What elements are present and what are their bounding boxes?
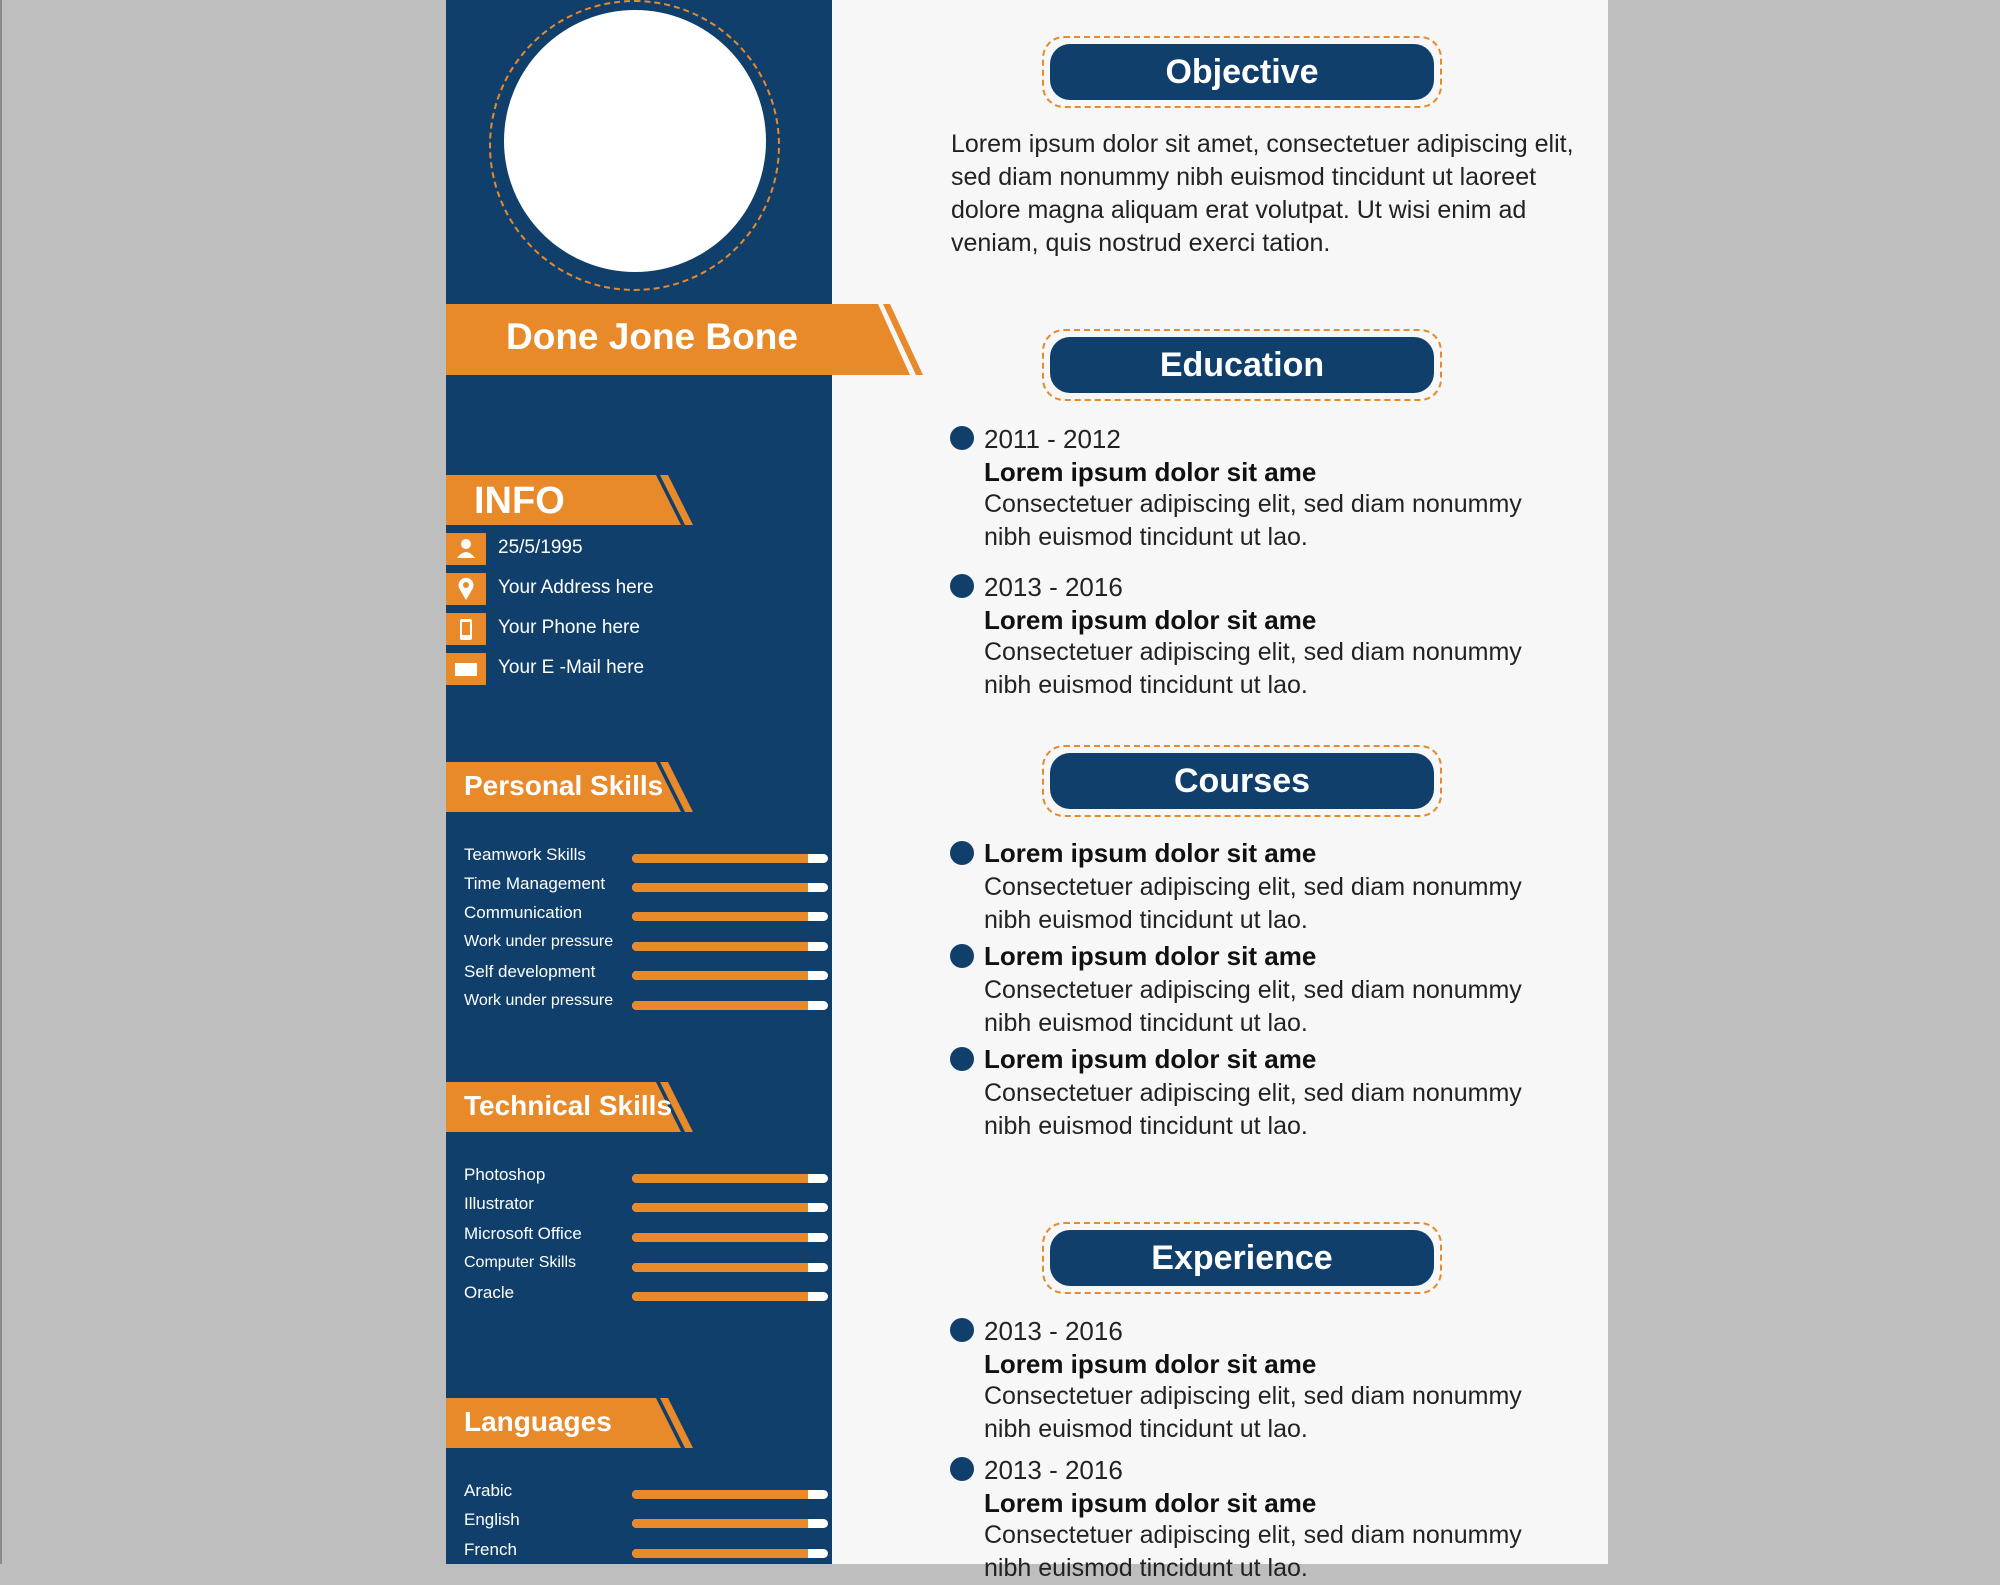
profile-photo-placeholder (504, 10, 766, 272)
languages-title: Languages (464, 1406, 612, 1437)
skill-row (464, 1510, 814, 1534)
skill-label: Communication (464, 903, 583, 922)
personal-skills-banner (446, 762, 696, 812)
skill-bar (632, 1001, 828, 1010)
course-title: Lorem ipsum dolor sit ame (984, 941, 1317, 971)
skill-row (464, 1540, 814, 1564)
skill-label: Arabic (464, 1481, 513, 1500)
location-pin-icon (446, 573, 486, 605)
education-desc: Consectetuer adipiscing elit, sed diam nonummy nibh euismod tincidunt ut lao. (984, 638, 1522, 699)
objective-line: veniam, quis nostrud exerci tation. (951, 229, 1331, 257)
skill-bar (632, 1174, 828, 1183)
skill-bar-fill (632, 1263, 808, 1272)
objective-line: sed diam nonummy nibh euismod tincidunt ut laoreet (951, 163, 1537, 191)
skill-label: English (464, 1510, 520, 1529)
courses-heading (1042, 745, 1442, 817)
objective-heading (1042, 36, 1442, 108)
info-title: INFO (474, 480, 565, 522)
info-address: Your Address here (498, 577, 654, 598)
timeline-bullet (950, 1457, 974, 1481)
info-email: Your E -Mail here (498, 657, 645, 678)
experience-title-text: Lorem ipsum dolor sit ame (984, 1349, 1317, 1379)
experience-date: 2013 - 2016 (984, 1316, 1123, 1346)
resume-sidebar (446, 0, 832, 1564)
objective-text (951, 128, 1601, 260)
experience-date: 2013 - 2016 (984, 1455, 1123, 1485)
skill-bar (632, 912, 828, 921)
skill-label: Microsoft Office (464, 1224, 582, 1243)
skill-bar (632, 1519, 828, 1528)
skill-bar-fill (632, 1174, 808, 1183)
skill-label: Work under pressure (464, 992, 614, 1009)
timeline-bullet (950, 574, 974, 598)
skill-bar (632, 1203, 828, 1212)
info-banner (446, 475, 696, 525)
technical-skills-title: Technical Skills (464, 1090, 673, 1121)
objective-title: Objective (1050, 44, 1434, 100)
skill-bar (632, 883, 828, 892)
timeline-bullet (950, 1047, 974, 1071)
skill-bar (632, 1490, 828, 1499)
experience-desc: Consectetuer adipiscing elit, sed diam nonummy nibh euismod tincidunt ut lao. (984, 1382, 1522, 1443)
skill-bar (632, 1549, 828, 1558)
languages-banner (446, 1398, 696, 1448)
objective-line: Lorem ipsum dolor sit amet, consectetuer adipiscing elit, (951, 130, 1574, 158)
skill-bar-fill (632, 1490, 808, 1499)
skill-row (464, 992, 814, 1016)
timeline-bullet (950, 1318, 974, 1342)
skill-row (464, 962, 814, 986)
education-title-text: Lorem ipsum dolor sit ame (984, 605, 1317, 635)
timeline-bullet (950, 426, 974, 450)
skill-bar-fill (632, 1233, 808, 1242)
skill-label: Work under pressure (464, 933, 614, 950)
name-banner (446, 304, 926, 378)
info-row-email (446, 653, 826, 685)
education-date: 2013 - 2016 (984, 572, 1123, 602)
skill-label: Computer Skills (464, 1254, 577, 1271)
education-title-text: Lorem ipsum dolor sit ame (984, 457, 1317, 487)
skill-row (464, 1194, 814, 1218)
skill-row (464, 933, 814, 957)
education-date: 2011 - 2012 (984, 424, 1121, 454)
skill-bar-fill (632, 1203, 808, 1212)
experience-title-text: Lorem ipsum dolor sit ame (984, 1488, 1317, 1518)
info-row-address (446, 573, 826, 605)
person-icon (446, 533, 486, 565)
objective-line: dolore magna aliquam erat volutpat. Ut wisi enim ad (951, 196, 1527, 224)
skill-bar (632, 1233, 828, 1242)
mail-icon (446, 653, 486, 685)
experience-title: Experience (1050, 1230, 1434, 1286)
phone-icon (446, 613, 486, 645)
canvas-left-border (0, 0, 2, 1564)
education-heading (1042, 329, 1442, 401)
skill-bar (632, 854, 828, 863)
course-title: Lorem ipsum dolor sit ame (984, 838, 1317, 868)
skill-bar-fill (632, 1519, 808, 1528)
skill-row (464, 903, 814, 927)
skill-bar (632, 1263, 828, 1272)
skill-bar-fill (632, 942, 808, 951)
courses-title: Courses (1050, 753, 1434, 809)
experience-heading (1042, 1222, 1442, 1294)
profile-name: Done Jone Bone (506, 316, 798, 357)
skill-bar-fill (632, 854, 808, 863)
skill-label: Teamwork Skills (464, 845, 586, 864)
skill-bar-fill (632, 912, 808, 921)
timeline-bullet (950, 944, 974, 968)
resume-page (446, 0, 1608, 1582)
skill-bar-fill (632, 1292, 808, 1301)
skill-row (464, 1481, 814, 1505)
info-row-phone (446, 613, 826, 645)
course-title: Lorem ipsum dolor sit ame (984, 1044, 1317, 1074)
skill-label: Photoshop (464, 1165, 546, 1184)
skill-label: Oracle (464, 1283, 515, 1302)
skill-bar-fill (632, 1549, 808, 1558)
skill-row (464, 845, 814, 869)
course-desc: Consectetuer adipiscing elit, sed diam nonummy nibh euismod tincidunt ut lao. (984, 873, 1522, 934)
skill-row (464, 1224, 814, 1248)
skill-bar (632, 971, 828, 980)
personal-skills-title: Personal Skills (464, 770, 664, 801)
course-desc: Consectetuer adipiscing elit, sed diam nonummy nibh euismod tincidunt ut lao. (984, 976, 1522, 1037)
skill-row (464, 1254, 814, 1278)
skill-row (464, 1165, 814, 1189)
info-row-birthdate (446, 533, 826, 565)
skill-bar (632, 1292, 828, 1301)
skill-label: Time Management (464, 874, 606, 893)
course-desc: Consectetuer adipiscing elit, sed diam nonummy nibh euismod tincidunt ut lao. (984, 1079, 1522, 1140)
skill-label: Self development (464, 962, 596, 981)
skill-label: Illustrator (464, 1194, 534, 1213)
skill-bar (632, 942, 828, 951)
skill-bar-fill (632, 1001, 808, 1010)
skill-bar-fill (632, 883, 808, 892)
experience-desc: Consectetuer adipiscing elit, sed diam nonummy nibh euismod tincidunt ut lao. (984, 1521, 1522, 1582)
skill-row (464, 1283, 814, 1307)
info-phone: Your Phone here (498, 617, 640, 638)
skill-label: French (464, 1540, 517, 1559)
education-title: Education (1050, 337, 1434, 393)
technical-skills-banner (446, 1082, 696, 1132)
skill-row (464, 874, 814, 898)
info-birthdate: 25/5/1995 (498, 537, 583, 558)
skill-bar-fill (632, 971, 808, 980)
timeline-bullet (950, 841, 974, 865)
education-desc: Consectetuer adipiscing elit, sed diam nonummy nibh euismod tincidunt ut lao. (984, 490, 1522, 551)
